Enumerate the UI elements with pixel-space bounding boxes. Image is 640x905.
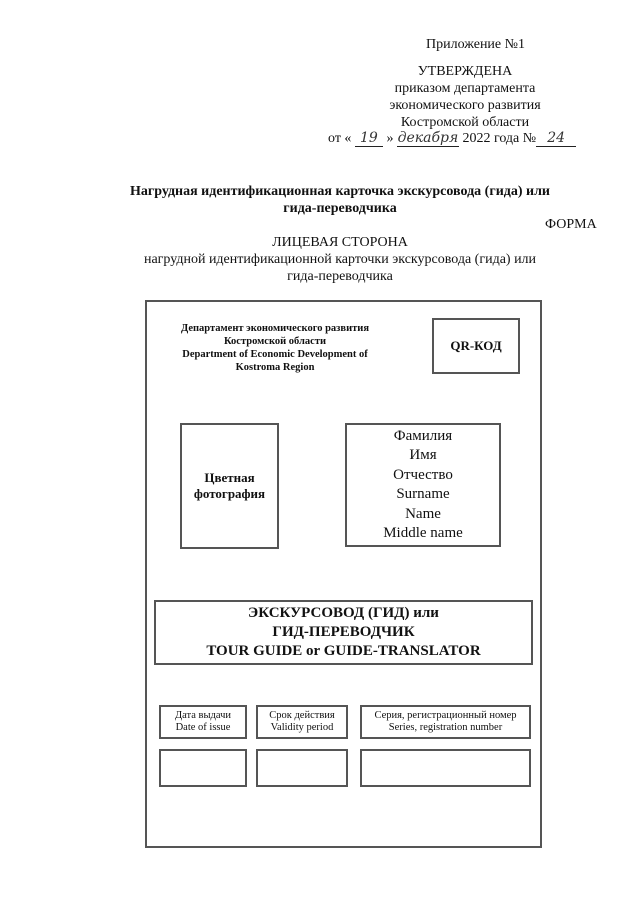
series-label-en: Series, registration number — [388, 722, 503, 733]
appendix-label: Приложение №1 — [426, 37, 525, 52]
date-mid: » — [386, 131, 394, 146]
subtitle-line-3: гида-переводчика — [287, 269, 393, 284]
dept-line-4: Kostroma Region — [235, 362, 315, 373]
role-line-2: ГИД-ПЕРЕВОДЧИК — [272, 624, 415, 640]
subtitle-line-2: нагрудной идентификационной карточки экскурсовода (гида) или — [143, 252, 537, 267]
series-label-ru: Серия, регистрационный номер — [374, 710, 517, 721]
name-ru: Имя — [409, 447, 437, 463]
validity-label-en: Validity period — [270, 722, 334, 733]
order-date-line — [328, 131, 608, 147]
date-month: декабря — [397, 130, 459, 146]
qr-code-box — [432, 318, 520, 374]
approved-label: УТВЕРЖДЕНА — [417, 64, 513, 79]
qr-code-label: QR-КОД — [450, 338, 502, 353]
role-line-3: TOUR GUIDE or GUIDE-TRANSLATOR — [206, 643, 481, 659]
date-day: 19 — [355, 131, 383, 147]
role-line-1: ЭКСКУРСОВОД (ГИД) или — [248, 605, 439, 621]
issue-date-label-en: Date of issue — [175, 722, 231, 733]
department-text — [155, 322, 395, 374]
name-en: Name — [405, 505, 441, 522]
validity-header — [256, 705, 348, 739]
subtitle-block — [110, 234, 570, 285]
middle-name-en: Middle name — [383, 525, 463, 541]
photo-box — [180, 423, 279, 549]
issue-date-value-box — [159, 749, 247, 787]
name-box — [345, 423, 501, 547]
photo-label-1: Цветная — [204, 470, 255, 485]
validity-value-box — [256, 749, 348, 787]
subtitle-line-1: ЛИЦЕВАЯ СТОРОНА — [272, 235, 408, 250]
form-label: ФОРМА — [545, 217, 597, 232]
order-line-2: экономического развития — [389, 98, 541, 113]
surname-ru: Фамилия — [393, 427, 453, 444]
issue-date-header — [159, 705, 247, 739]
header-block — [340, 36, 590, 131]
dept-line-1: Департамент экономического развития — [180, 323, 370, 334]
date-prefix: от « — [328, 131, 352, 146]
role-box — [154, 600, 533, 665]
title-line-2: гида-переводчика — [283, 201, 397, 216]
series-value-box — [360, 749, 531, 787]
order-line-1: приказом департамента — [394, 81, 536, 96]
dept-line-2: Костромской области — [223, 336, 327, 347]
photo-label-2: фотография — [193, 486, 266, 501]
middle-name-ru: Отчество — [393, 466, 453, 483]
order-line-3: Костромской области — [400, 115, 530, 130]
series-header — [360, 705, 531, 739]
document-title — [95, 183, 585, 217]
surname-en: Surname — [396, 486, 450, 502]
date-year-text: 2022 года № — [462, 131, 537, 146]
validity-label-ru: Срок действия — [269, 710, 335, 721]
dept-line-3: Department of Economic Development of — [182, 349, 368, 360]
title-line-1: Нагрудная идентификационная карточка экскурсовода (гида) или — [129, 184, 550, 199]
order-number: 24 — [536, 131, 576, 147]
issue-date-label-ru: Дата выдачи — [174, 710, 232, 721]
